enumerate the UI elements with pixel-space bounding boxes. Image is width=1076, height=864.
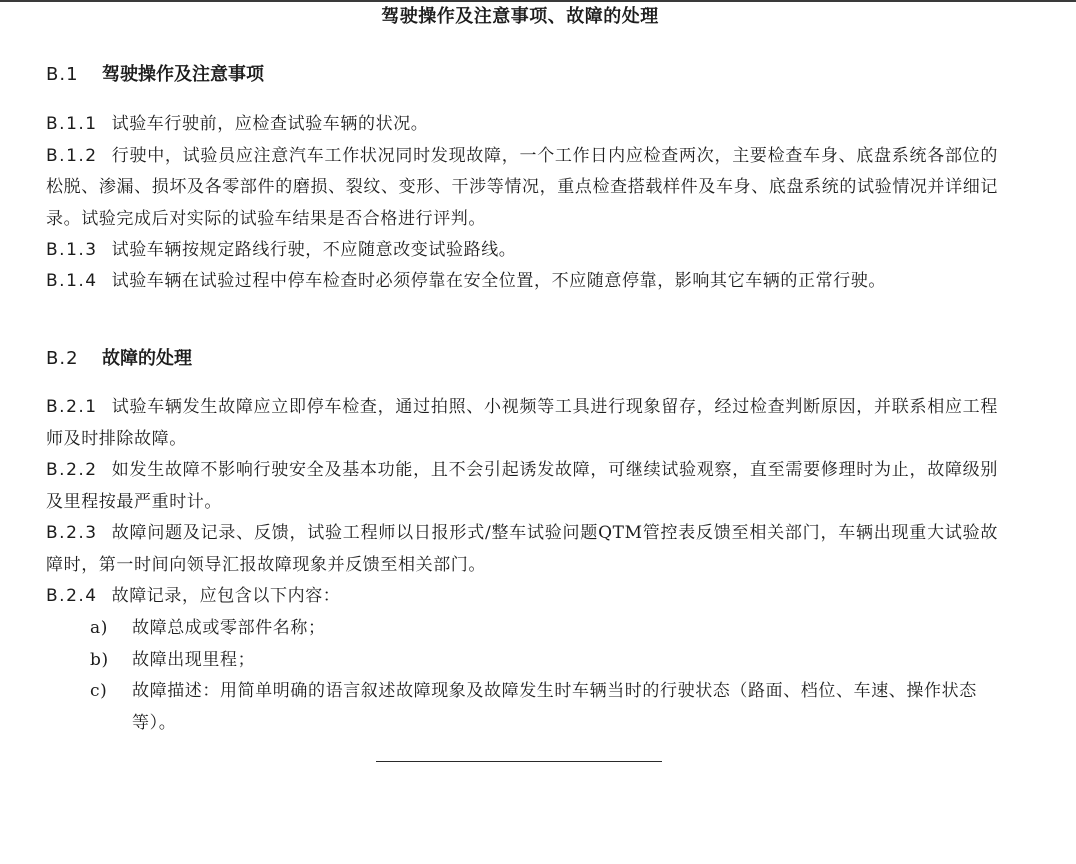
clause-text: 如发生故障不影响行驶安全及基本功能，且不会引起诱发故障，可继续试验观察，直至需要修理时为止，故障级别及里程按最严重时计。 xyxy=(46,460,998,512)
list-item-a xyxy=(90,613,1000,645)
list-marker: c) xyxy=(90,681,108,701)
section-heading-b1 xyxy=(46,62,264,88)
end-separator-line xyxy=(376,761,662,762)
clause-b-1-4 xyxy=(46,266,998,298)
clause-b-2-1 xyxy=(46,392,998,455)
list-item-text: 故障描述：用简单明确的语言叙述故障现象及故障发生时车辆当时的行驶状态（路面、档位、车速、操作状态等）。 xyxy=(132,681,977,733)
clause-text: 行驶中，试验员应注意汽车工作状况同时发现故障，一个工作日内应检查两次，主要检查车身、底盘系统各部位的松脱、渗漏、损坏及各零部件的磨损、裂纹、变形、干涉等情况，重点检查搭载样件及车身、底盘系统的试验情况并详细记录。试验完成后对实际的试验车结果是否合格进行评判。 xyxy=(46,145,998,229)
clause-number: B.2.4 xyxy=(46,586,98,606)
clause-b-1-1 xyxy=(46,109,998,141)
list-item-c xyxy=(90,676,1000,739)
list-item-b xyxy=(90,645,1000,677)
clause-number: B.2.2 xyxy=(46,460,98,480)
list-marker: b) xyxy=(90,649,109,670)
clause-b-2-3 xyxy=(46,518,998,581)
page-title: 驾驶操作及注意事项、故障的处理 xyxy=(381,6,659,27)
clause-number: B.1.4 xyxy=(46,271,98,291)
section-heading-b2 xyxy=(46,346,192,372)
clause-text: 试验车辆按规定路线行驶，不应随意改变试验路线。 xyxy=(111,239,517,260)
clause-text: 故障问题及记录、反馈，试验工程师以日报形式/整车试验问题QTM管控表反馈至相关部门，车辆出现重大试验故障时，第一时间向领导汇报故障现象并反馈至相关部门。 xyxy=(46,523,998,575)
clause-b-1-2 xyxy=(46,141,998,236)
clause-b-2-4 xyxy=(46,581,998,613)
clause-number: B.1.1 xyxy=(46,114,98,134)
section-title: 故障的处理 xyxy=(102,348,192,369)
clause-number: B.1.3 xyxy=(46,239,98,260)
clause-b-2-2 xyxy=(46,455,998,518)
clause-text: 试验车辆发生故障应立即停车检查，通过拍照、小视频等工具进行现象留存，经过检查判断原因，并联系相应工程师及时排除故障。 xyxy=(46,397,998,449)
top-border-line xyxy=(0,0,1076,2)
clause-number: B.2.3 xyxy=(46,523,98,543)
list-item-text: 故障出现里程； xyxy=(132,649,256,670)
clause-text: 故障记录，应包含以下内容： xyxy=(111,586,341,606)
clause-text: 试验车行驶前，应检查试验车辆的状况。 xyxy=(111,114,429,134)
list-marker: a) xyxy=(90,618,108,638)
clause-number: B.2.1 xyxy=(46,397,98,417)
clause-number: B.1.2 xyxy=(46,145,98,166)
clause-b-1-3 xyxy=(46,235,998,267)
section-number: B.1 xyxy=(46,64,79,85)
section-title: 驾驶操作及注意事项 xyxy=(102,64,264,85)
clause-text: 试验车辆在试验过程中停车检查时必须停靠在安全位置，不应随意停靠，影响其它车辆的正常行驶。 xyxy=(111,271,887,291)
list-item-text: 故障总成或零部件名称； xyxy=(132,618,326,638)
section-number: B.2 xyxy=(46,348,79,369)
